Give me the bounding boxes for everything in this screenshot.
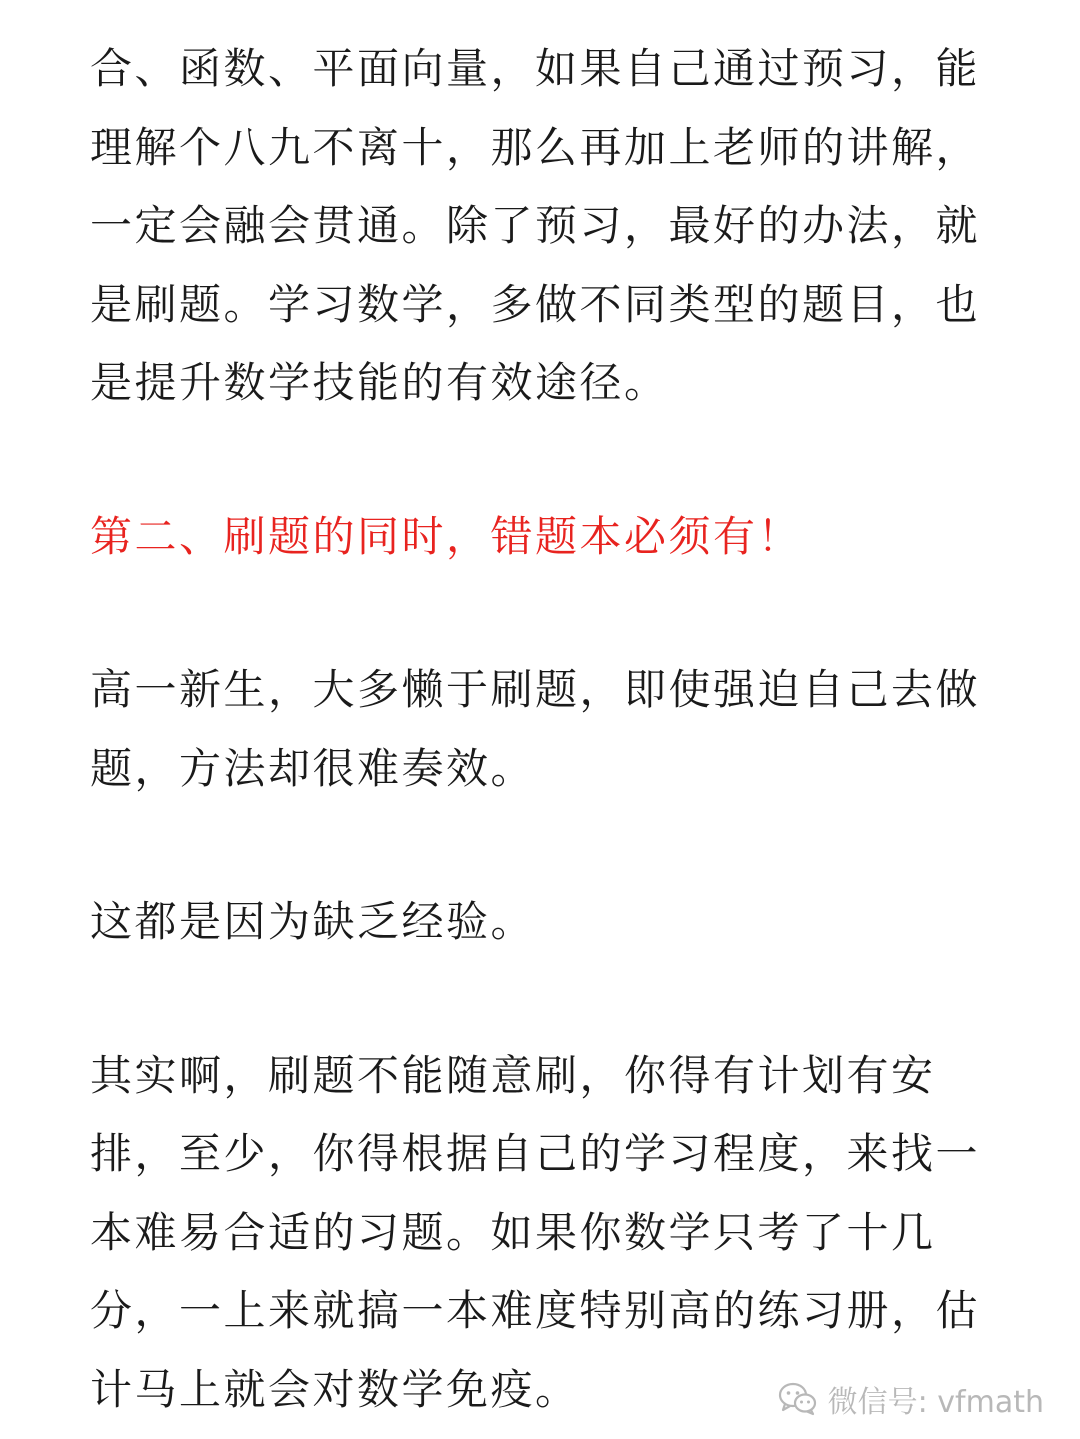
text-line: 这都是因为缺乏经验。 xyxy=(90,897,536,946)
text-line: 分，一上来就搞一本难度特别高的练习册，估 xyxy=(90,1286,981,1335)
text-line: 是提升数学技能的有效途径。 xyxy=(90,358,669,407)
paragraph-plan xyxy=(90,1037,981,1430)
text-line: 是刷题。学习数学，多做不同类型的题目，也 xyxy=(90,279,981,329)
text-line: 理解个八九不离十，那么再加上老师的讲解， xyxy=(90,122,981,172)
wechat-watermark xyxy=(778,1377,1044,1421)
wechat-icon xyxy=(778,1382,818,1416)
text-line: 计马上就会对数学免疫。 xyxy=(90,1364,580,1414)
text-line: 高一新生，大多懒于刷题，即使强迫自己去做 xyxy=(90,665,981,714)
text-line: 排，至少，你得根据自己的学习程度，来找一 xyxy=(90,1129,981,1178)
text-line: 题，方法却很难奏效。 xyxy=(90,743,536,793)
heading-text: 第二、刷题的同时，错题本必须有！ xyxy=(90,511,803,561)
paragraph-preview-and-practice xyxy=(90,30,981,423)
section-heading xyxy=(90,498,970,577)
watermark-text: 微信号: vfmath xyxy=(827,1385,1044,1420)
text-line: 合、函数、平面向量，如果自己通过预习，能 xyxy=(90,44,981,93)
paragraph-experience xyxy=(90,883,970,962)
text-line: 一定会融会贯通。除了预习，最好的办法，就 xyxy=(90,201,981,250)
paragraph-freshmen xyxy=(90,651,981,808)
text-line: 本难易合适的习题。如果你数学只考了十几 xyxy=(90,1207,936,1257)
text-line: 其实啊，刷题不能随意刷，你得有计划有安 xyxy=(90,1050,936,1100)
article-body xyxy=(90,30,981,1429)
